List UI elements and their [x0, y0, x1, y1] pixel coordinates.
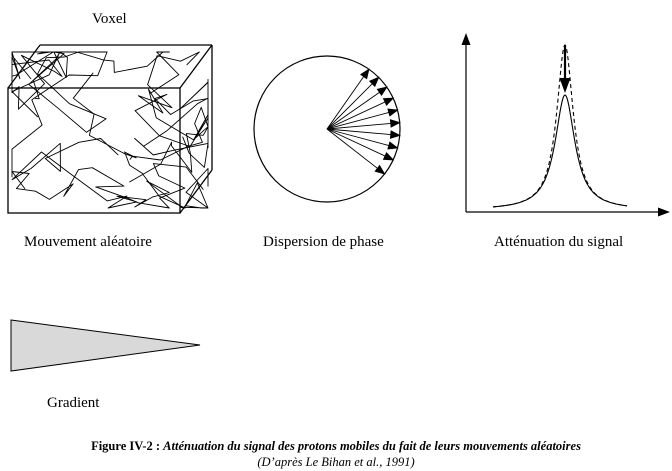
figure-id: Figure IV-2 :: [91, 439, 161, 453]
figure-caption: [0, 440, 672, 453]
random-path: [129, 94, 208, 182]
phase-vector-head-icon: [388, 142, 398, 149]
random-path: [33, 52, 179, 99]
signal-curve-initial: [493, 45, 627, 207]
signal-attenuation-label: Atténuation du signal: [494, 234, 624, 250]
signal-curve-attenuated: [493, 95, 627, 207]
phase-vector: [327, 82, 374, 129]
phase-vectors: [327, 69, 400, 174]
phase-vector: [327, 91, 382, 129]
phase-vector-head-icon: [377, 87, 386, 95]
phase-vector: [327, 74, 365, 129]
gradient-label: Gradient: [47, 395, 100, 411]
random-motion-label: Mouvement aléatoire: [24, 234, 152, 250]
figure-source: (D’après Le Bihan et al., 1991): [257, 455, 415, 469]
phase-vector-head-icon: [384, 98, 394, 105]
attenuation-arrow-icon: [560, 78, 571, 93]
phase-vector-head-icon: [361, 69, 369, 78]
phase-vector-head-icon: [390, 131, 399, 138]
plot-x-axis-arrow-icon: [658, 208, 670, 217]
phase-vector-head-icon: [390, 120, 399, 127]
phase-vector-head-icon: [375, 166, 384, 174]
random-path: [130, 52, 208, 160]
phase-vector-head-icon: [388, 109, 398, 116]
attenuation-plot: [462, 33, 671, 217]
phase-vector-head-icon: [384, 153, 394, 160]
random-motion-paths: [12, 52, 208, 208]
random-path: [12, 52, 107, 177]
voxel-label: Voxel: [92, 11, 127, 27]
voxel-cube: [8, 45, 212, 213]
gradient-wedge: [11, 320, 200, 371]
figure-title: Atténuation du signal des protons mobiles du fait de leurs mouvements aléatoires: [163, 439, 581, 453]
plot-y-axis-arrow-icon: [462, 33, 471, 45]
phase-dispersion-label: Dispersion de phase: [263, 234, 384, 250]
